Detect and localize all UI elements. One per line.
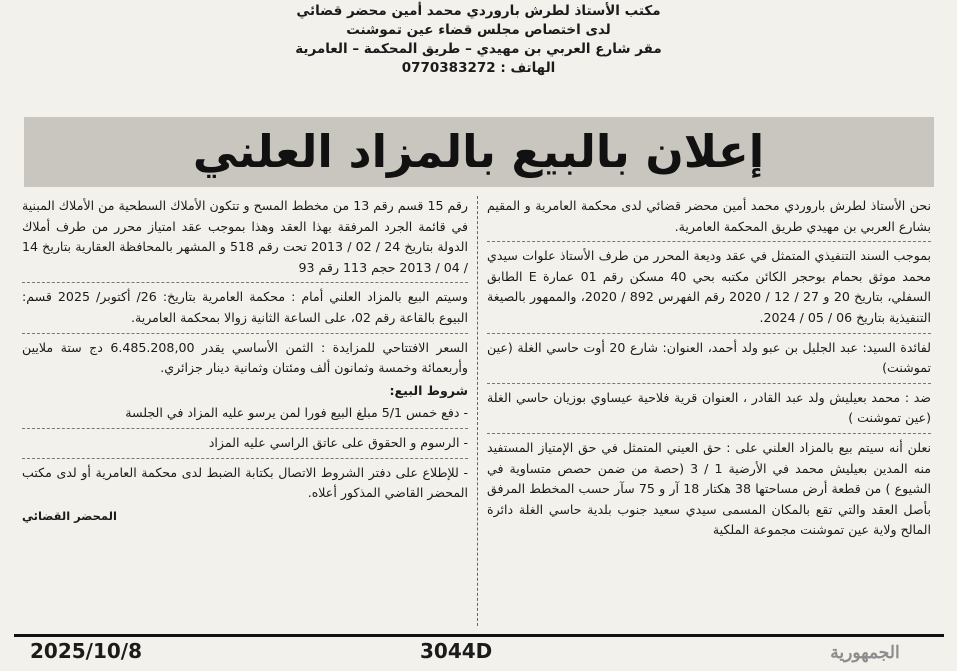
footer-date: 2025/10/8: [30, 639, 143, 663]
footer-code: 3044D: [420, 639, 493, 663]
phone-label: الهاتف :: [500, 60, 556, 76]
divider: [22, 458, 468, 459]
phone-number: 0770383272: [401, 60, 496, 76]
bailiff-header: [0, 2, 957, 78]
column-divider: [477, 196, 479, 626]
divider: [487, 333, 931, 334]
beneficiary: لفائدة السيد: عبد الجليل بن عبو ولد أحمد، العنوان: شارع 20 أوت حاسي الغلة (عين تموشنت): [487, 339, 931, 376]
newspaper-logo: الجمهورية: [830, 643, 900, 663]
divider: [487, 241, 931, 242]
header-office-line: مكتب الأستاذ لطرش باروردي محمد أمين محضر قضائي: [296, 3, 661, 19]
property-description: نعلن أنه سيتم بيع بالمزاد العلني على : حق العيني المتمثل في حق الإمتياز المستفيد منه المدين بعيليش محمد في الأرضية 1 / 3 (حصة من ضمن حصص متساوية في الشيوع ) من قطعة أرض مساحتها 38 هكتار 18 آر و 75 سآر حسب المخطط المرفق بأصل العقد والتي تقع بالمكان المسمى سيدي سعيد جنوب بلدية حاسي الغلة دائرة المالح ولاية عين تموشنت مجموعة الملكية: [487, 439, 931, 538]
divider: [487, 383, 931, 384]
header-jurisdiction-line: لدى اختصاص مجلس قضاء عين تموشنت: [346, 22, 611, 38]
left-column: [22, 196, 468, 630]
property-details: رقم 15 قسم رقم 13 من مخطط المسح و تتكون الأملاك السطحية من الأملاك المبنية في قائمة الجرد المرفقة بهذا العقد وهذا بموجب عقد امتياز محرر من طرف أملاك الدولة بتاريخ 24 / 02 / 2013 تحت رقم 518 و المشهر بالمحافظة العقارية بتاريخ 14 / 04 / 2013 حجم 113 رقم 93: [22, 198, 468, 275]
divider: [487, 433, 931, 434]
auction-venue: وسيتم البيع بالمزاد العلني أمام : محكمة العامرية بتاريخ: 26/ أكتوبر/ 2025 قسم: البيوع بالقاعة رقم 02، على الساعة الثانية زوالا بمحكمة العامرية.: [22, 289, 468, 325]
condition-consultation: - للإطلاع على دفتر الشروط الاتصال بكتابة الضبط لدى محكمة العامرية أو لدى مكتب المحضر القاضي المذكور أعلاه.: [22, 464, 468, 501]
announcement-intro: نحن الأستاذ لطرش باروردي محمد أمين محضر قضائي لدى محكمة العامرية و المقيم بشارع العربي بن مهيدي طريق المحكمة العامرية.: [487, 198, 931, 234]
header-phone-line: [0, 59, 957, 78]
signature: المحضر القضائي: [22, 508, 117, 523]
executive-title: بموجب السند التنفيذي المتمثل في عقد وديعة المحرر من طرف الأستاذ علوات سيدي محمد موثق بحمام بوحجر الكائن مكتبه بحي 40 مسكن رقم 01 عمارة E الطابق السفلي، بتاريخ 20 و 27 / 12 / 2020 رقم الفهرس 892 / 2020، والممهور بالصيغة التنفيذية بتاريخ 06 / 05 / 2024.: [487, 248, 931, 325]
debtor: ضد : محمد بعيليش ولد عبد القادر ، العنوان قرية فلاحية عيساوي بوزيان حاسي الغلة (عين تموشنت ): [487, 389, 931, 426]
condition-payment: - دفع خمس 5/1 مبلغ البيع فورا لمن يرسو عليه المزاد في الجلسة: [125, 405, 468, 421]
condition-fees: - الرسوم و الحقوق على عاتق الراسي عليه المزاد: [208, 434, 468, 450]
header-address-line: مقر شارع العربي بن مهيدي – طريق المحكمة – العامرية: [295, 41, 662, 57]
page-title: إعلان بالبيع بالمزاد العلني: [192, 125, 765, 178]
conditions-title: شروط البيع:: [389, 382, 468, 398]
opening-price: السعر الافتتاحي للمزايدة : الثمن الأساسي يقدر 6.485.208,00 دج ستة ملايين وأربعمائة وخمسة وثمانون ألف ومئتان وثمانية دينار جزائري.: [22, 339, 468, 376]
divider: [22, 333, 468, 334]
divider: [22, 282, 468, 283]
divider: [22, 428, 468, 429]
right-column: [487, 196, 931, 630]
